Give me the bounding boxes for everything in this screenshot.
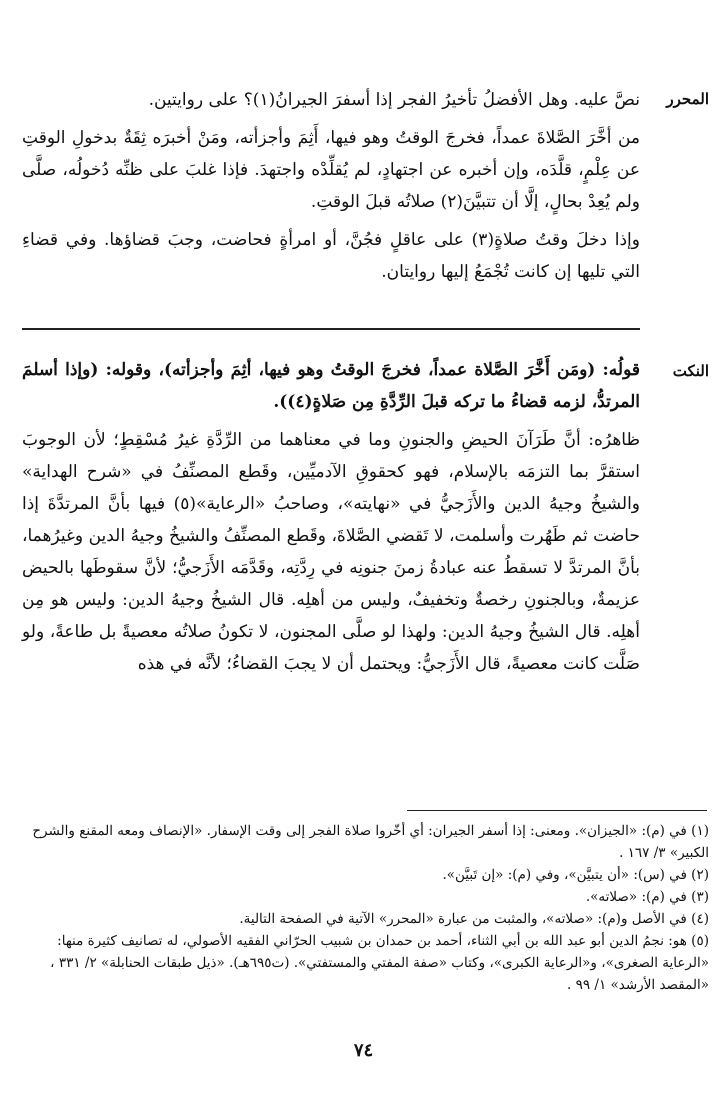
section-divider (22, 328, 640, 330)
footnote-3: (٣) في (م): «صلاته». (585, 889, 709, 905)
page-number: ٧٤ (353, 1040, 374, 1061)
footnote-5: (٥) هو: نجمُ الدين أبو عبد الله بن أبي الثناء، أحمد بن حمدان بن شبيب الحرّاني الفقيه الأصولي، له تصانيف كثيرة منها: «الرعاية الصغرى»، و«الرعاية الكبرى»، وكتاب «صفة المفتي والمستفتي». (ت٦٩٥هـ). «ذيل طبقات الحنابلة» ٢/ ٣٣١ ، «المقصد الأرشد» ١/ ٩٩ . (50, 933, 709, 993)
footnote-divider (407, 810, 707, 811)
section-label-muharrar: المحرر (666, 90, 709, 108)
footnote-4: (٤) في الأصل و(م): «صلاته»، والمثبت من عبارة «المحرر» الآتية في الصفحة التالية. (239, 911, 709, 927)
nukat-text (22, 354, 640, 686)
nukat-heading: قولُه: (ومَن أَخَّرَ الصَّلاة عمداً، فخرجَ الوقتُ وهو فيها، أثِمَ وأجزأته)، وقوله: (وإذا أسلمَ المرتدُّ، لزمه قضاءُ ما تركه قبلَ الرِّدَّةِ مِن صَلاةٍ(٤)). (22, 360, 640, 412)
muharrar-paragraph-1: نصَّ عليه. وهل الأفضلُ تأخيرُ الفجر إذا أسفرَ الجيرانُ(١)؟ على روايتين. (148, 90, 640, 110)
nukat-paragraph: ظاهرُه: أنَّ طَرَآنَ الحيضِ والجنونِ وما في معناهما من الرِّدَّةِ غيرُ مُسْقِطٍ؛ لأن الوجوبَ استقرَّ بما التزمَه بالإسلام، فهو كحقوقِ الآدميِّين، وقَطع المصنِّفُ في «شرح الهداية» والشيخُ وجيهُ الدين والأَزَجيُّ في «نهايته»، وصاحبُ «الرعاية»(٥) فيها بأنَّ المرتدَّةَ إذا حاضت ثم طَهُرت وأسلمت، لا تَقضي الصَّلاةَ، وقَطع المصنِّفُ والشيخُ وجيهُ الدين وغيرُهما، بأنَّ المرتدَّ لا تسقطُ عنه عبادةُ زمنَ جنونِه في رِدَّتِه، وقَدَّمَه الأَزَجيُّ؛ لأنَّ سقوطَها بالحيض عزيمةٌ، وبالجنونِ رخصةٌ وتخفيفٌ، وليس من أهلِه. قال الشيخُ وجيهُ الدين: وليس هو مِن أهلِه. قال الشيخُ وجيهُ الدين: ولهذا لو صلَّى المجنون، لا تكونُ صلاتُه معصيةً بل طاعةً، ولو صَلَّت كانت معصيةً، قال الأَزَجيُّ: ويحتمل أن لا يجبَ القضاءُ؛ لأنَّه في هذه (22, 430, 640, 674)
muharrar-paragraph-2: من أخَّرَ الصَّلاةَ عمداً، فخرجَ الوقتُ وهو فيها، أَثِمَ وأجزأته، ومَنْ أخبرَه ثِقَةٌ بدخولِ الوقتِ عن عِلْمٍ، قلَّدَه، وإن أخبره عن اجتهادٍ، لم يُقلِّدْه واجتهدَ. فإذا غلبَ على ظنِّه دُخولُه، صلَّى ولم يُعِدْ بحالٍ، إلَّا أن تتبيَّنَ(٢) صلاتُه قبلَ الوقتِ. (22, 128, 640, 212)
footnote-1: (١) في (م): «الجيزان». ومعنى: إذا أسفر الجيران: أي أخّروا صلاة الفجر إلى وقت الإسفار. «الإنصاف ومعه المقنع والشرح الكبير» ٣/ ١٦٧ . (32, 823, 709, 861)
section-label-nukat: النكت (672, 362, 709, 380)
footnotes (22, 820, 709, 996)
muharrar-text (22, 84, 640, 294)
muharrar-paragraph-3: وإذا دخلَ وقتُ صلاةٍ(٣) على عاقلٍ فجُنَّ، أو امرأةٍ فحاضت، وجبَ قضاؤها. وفي قضاءِ التي تليها إن كانت تُجْمَعُ إليها روايتان. (22, 230, 640, 282)
footnote-2: (٢) في (س): «أن يتبيَّن»، وفي (م): «إن تَبيَّن». (442, 867, 709, 883)
